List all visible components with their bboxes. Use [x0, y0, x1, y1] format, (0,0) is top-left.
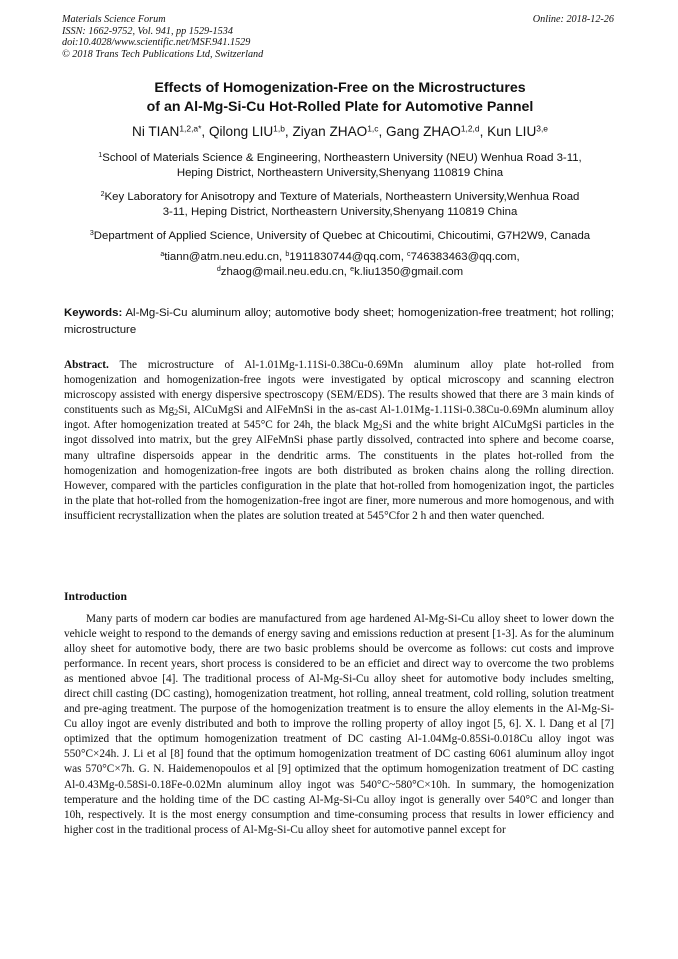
email-link[interactable]: k.liu1350@gmail.com — [354, 266, 464, 279]
abstract-text: Si and the white bright AlCuMgSi particles in the ingot dissolved into matrix, but the grey AlFeMnSi phase partly dissolved, contracted into sphere and become coarse, many ultrafine dispersoids appear in the dendritic arms. The constituents in the plates hot-rolled from the homogenization and homogenization-free ingots are both distributed as broken chains along the rolling direction. However, compared with the particles configuration in the plate that hot-rolled from homogenization ingot, the particles in the plate that hot-rolled from the homogenization-free ingot are finer, more numerous and more homogenous, and with insufficient recrystallization when the plates are solution treated at 545°Cfor 2 h and then water quenched. — [64, 419, 614, 522]
affiliation-text: 3-11, Heping District, Northeastern University,Shenyang 110819 China — [162, 206, 518, 219]
section-heading-introduction: Introduction — [64, 590, 127, 603]
author-name: Ziyan ZHAO — [292, 124, 368, 139]
author-separator: , — [479, 124, 488, 139]
affiliation-1 — [62, 151, 618, 182]
author-name: Kun LIU — [487, 124, 537, 139]
keywords-text: Al-Mg-Si-Cu aluminum alloy; automotive body sheet; homogenization-free treatment; hot rolling; microstructure — [64, 307, 614, 336]
author-list — [62, 124, 618, 140]
email-link[interactable]: 746383463@qq.com, — [410, 251, 520, 263]
copyright-line: © 2018 Trans Tech Publications Ltd, Switzerland — [62, 48, 264, 60]
email-marker: d — [216, 266, 221, 274]
affiliation-2 — [62, 190, 618, 221]
online-date: Online: 2018-12-26 — [532, 14, 614, 25]
author-separator: , — [201, 124, 209, 139]
abstract-label: Abstract. — [64, 359, 109, 371]
email-marker: a — [160, 251, 165, 259]
email-marker: b — [285, 251, 290, 259]
doi-line: doi:10.4028/www.scientific.net/MSF.941.1529 — [62, 37, 251, 49]
issn-line: ISSN: 1662-9752, Vol. 941, pp 1529-1534 — [62, 25, 233, 37]
author-name: Gang ZHAO — [386, 124, 461, 139]
journal-header — [62, 14, 618, 60]
author-name: Ni TIAN — [132, 124, 180, 139]
author-affiliation-marker: 1,b — [273, 123, 285, 134]
author-emails — [62, 250, 618, 281]
email-link[interactable]: tiann@atm.neu.edu.cn, — [164, 251, 286, 263]
journal-name: Materials Science Forum — [62, 14, 166, 25]
author-affiliation-marker: 1,2,d — [460, 123, 480, 134]
author-separator: , — [284, 124, 293, 139]
abstract-text: The microstructure of Al-1.01Mg-1.11Si-0.38Cu-0.69Mn aluminum alloy plate hot-rolled from homogenization and homogenization-free ingots were investigated by optical microscopy and scanning electron microscopy assisted with energy dispersive spectroscopy (SEM/EDS). The results showed that there are 3 main kinds of constituents such as Mg — [64, 359, 614, 417]
keywords-block — [64, 305, 614, 339]
paper-title-line-1: Effects of Homogenization-Free on the Microstructures — [154, 80, 526, 96]
email-marker: c — [407, 251, 411, 259]
affiliation-number: 1 — [98, 152, 103, 160]
abstract-block — [64, 358, 614, 524]
affiliation-text: Key Laboratory for Anisotropy and Texture of Materials, Northeastern University,Wenhua Road — [104, 191, 580, 203]
subscript: 2 — [378, 423, 383, 433]
affiliation-number: 2 — [100, 191, 105, 199]
subscript: 2 — [174, 408, 179, 418]
author-separator: , — [378, 124, 387, 139]
keywords-label: Keywords: — [64, 307, 123, 319]
email-link[interactable]: 1911830744@qq.com, — [289, 251, 408, 263]
introduction-paragraph: Many parts of modern car bodies are manufactured from age hardened Al-Mg-Si-Cu alloy sheet to lower down the vehicle weight to respond to the demands of energy saving and emissions reduction at present [1-3]. As for the aluminum alloy sheet for automotive body, there are two basic problems should be overcome as follows: cut costs and improve performance. In recent years, short process is considered to be an efficiet and direct way to overcome the two problems as mentioned abvoe [4]. The traditional process of Al-Mg-Si-Cu alloy sheet for automotive body includes smelting, direct chill casting (DC casting), homogenization treatment, hot rolling, anneal treatment, cold rolling, solution treatment and pre-aging treatment. The purpose of the homogenization treatment is to ensure the alloy elements in the Al-Mg-Si-Cu alloy ingot are evenly distributed and both to improve the rolling property of alloy ingot [5, 6]. X. l. Dang et al [7] optimized that the optimum homogenization treatment of DC casting Al-1.04Mg-0.85Si-0.018Cu alloy ingot was 550°C×24h. J. Li et al [8] found that the optimum homogenization treatment of DC casting 6061 aluminum alloy ingot was 570°C×7h. G. N. Haidemenopoulos et al [9] optimized that the optimum homogenization treatment of DC casting Al-0.43Mg-0.58Si-0.18Fe-0.02Mn aluminum alloy ingot was 540°C~580°C×10h. In summary, the homogenization temperature and the holding time of the DC casting Al-Mg-Si-Cu alloy ingot is generally over 540°C and longer than 10h, respectively. It is the most energy consumption and time-consuming process that results in lower efficiency and higher cost in the traditional process of Al-Mg-Si-Cu alloy sheet for automotive pannel except for — [64, 613, 614, 836]
affiliation-text: School of Materials Science & Engineering, Northeastern University (NEU) Wenhua Road 3-11, — [102, 152, 582, 164]
email-marker: e — [350, 266, 355, 274]
email-link[interactable]: zhaog@mail.neu.edu.cn, — [220, 266, 351, 279]
author-affiliation-marker: 1,2,a* — [179, 123, 202, 134]
affiliation-3 — [62, 229, 618, 244]
author-affiliation-marker: 3,e — [536, 123, 548, 134]
affiliation-text: Department of Applied Science, University of Quebec at Chicoutimi, Chicoutimi, G7H2W9, Canada — [93, 230, 591, 242]
affiliation-number: 3 — [89, 230, 94, 238]
paper-title-line-2: of an Al-Mg-Si-Cu Hot-Rolled Plate for Automotive Pannel — [146, 99, 534, 115]
affiliation-text: Heping District, Northeastern University,Shenyang 110819 China — [176, 167, 504, 180]
author-affiliation-marker: 1,c — [367, 123, 379, 134]
abstract-text: Si, AlCuMgSi and AlFeMnSi in the as-cast Al-1.01Mg-1.11Si-0.38Cu-0.69Mn aluminum alloy ingot. After homogenization treated at 545°C for 24h, the black Mg — [64, 404, 614, 432]
author-name: Qilong LIU — [208, 124, 274, 139]
